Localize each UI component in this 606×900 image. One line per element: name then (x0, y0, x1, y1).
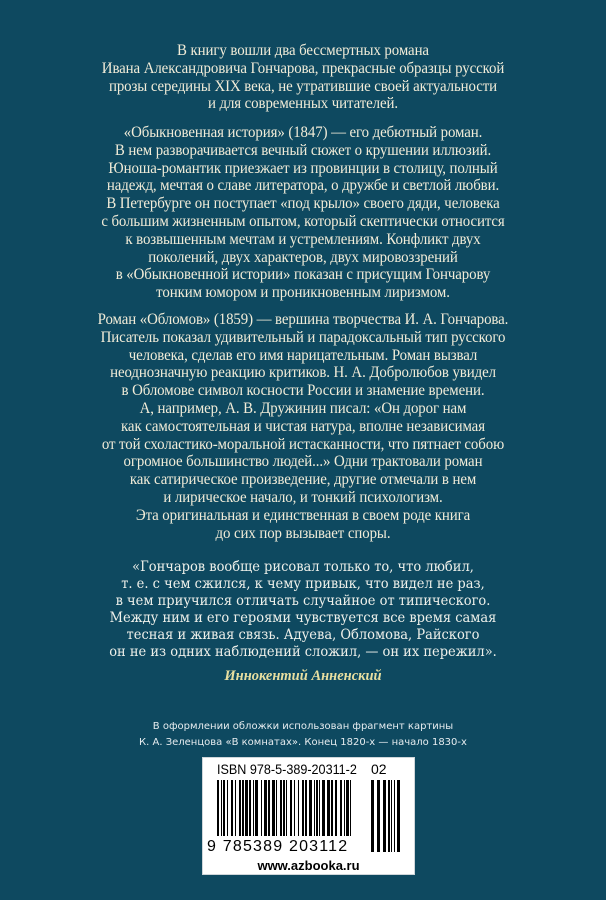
text-line: Юноша-романтик приезжает из провинции в столицу, полный (108, 159, 498, 177)
barcode-addon: 02 (371, 761, 387, 777)
barcode-bar (217, 780, 219, 836)
text-line: В оформлении обложки использован фрагмент картины (152, 721, 454, 732)
text-line: «Обыкновенная история» (1847) — его дебютный роман. (123, 124, 483, 141)
cover-credits (0, 719, 606, 751)
barcode-bar (276, 780, 277, 836)
barcode-bar (298, 780, 299, 836)
text-line: надежд, мечтая о славе литератора, о дружбе и светлой любви. (106, 177, 500, 195)
barcode-bar (294, 780, 295, 836)
barcode-bar (327, 780, 330, 836)
barcode-bar (302, 780, 304, 836)
barcode-bar (377, 780, 380, 852)
text-line: «Гончаров вообще рисовал только то, что любил, (132, 559, 474, 575)
critic-quote (21, 559, 585, 662)
barcode-bar (340, 780, 342, 836)
text-line: он не из одних наблюдений сложил, — он их пережил». (109, 644, 497, 661)
barcode-bar (223, 780, 225, 836)
text-line: К. А. Зеленцова «В комнатах». Конец 1820-х — начало 1830-х (139, 737, 467, 748)
barcode-bar (261, 780, 262, 836)
barcode-bar (371, 780, 374, 852)
text-line: Роман «Обломов» (1859) — вершина творчества И. А. Гончарова. (97, 311, 509, 328)
barcode-bar (397, 780, 400, 852)
barcode-bar (316, 780, 318, 836)
text-line: и для современных читателей. (207, 95, 399, 113)
barcode-bar (383, 780, 386, 852)
barcode-bar (264, 780, 267, 836)
barcode-bar (346, 780, 349, 836)
barcode-bar (235, 780, 236, 836)
barcode-bar (239, 780, 241, 836)
oblomov-paragraph (21, 311, 585, 542)
text-line: т. е. с чем сжился, к чему привык, что видел не раз, (121, 576, 485, 593)
text-line: В книгу вошли два бессмертных романа (177, 42, 429, 59)
barcode-bar (221, 780, 222, 836)
text-line: В Петербурге он поступает «под крыло» своего дяди, человека (106, 195, 500, 213)
barcode-bar (322, 780, 325, 836)
text-line: Писатель показал удивительный и парадоксальный тип русского (100, 328, 506, 346)
barcode-bar (253, 780, 254, 836)
barcode-bar (249, 780, 251, 836)
text-line: и лирическое начало, и тонкий психологизм. (163, 488, 443, 506)
barcode-bar (242, 780, 244, 836)
text-line: как сатирическое произведение, другие отмечали в нем (129, 471, 477, 489)
text-line: огромное большинство людей...» Одни трактовали роман (123, 453, 483, 471)
barcode-bar (305, 780, 307, 836)
quote-author: Иннокентий Анненский (224, 668, 382, 684)
text-line: в «Обыкновенной истории» показан с присущим Гончарову (115, 266, 491, 284)
barcode-bar (314, 780, 315, 836)
barcode-bar (245, 780, 248, 836)
barcode-bar (290, 780, 292, 836)
barcode-bar (286, 780, 287, 836)
publisher-url[interactable]: www.azbooka.ru (257, 858, 360, 873)
barcode-bar (331, 780, 333, 836)
barcode-bar (394, 780, 395, 852)
text-line: как самостоятельная и чистая натура, вполне независимая (121, 417, 485, 435)
barcode-bar (283, 780, 285, 836)
intro-paragraph (21, 42, 585, 113)
text-line: прозы середины XIX века, не утратившие своей актуальности (108, 77, 498, 95)
barcode-digits: 9 785389 203112 (207, 838, 349, 855)
barcode-bar (280, 780, 282, 836)
text-line: к возвышенным мечтам и устремлениям. Конфликт двух (125, 230, 481, 248)
isbn-barcode (202, 757, 415, 875)
barcode-bar (272, 780, 275, 836)
text-line: Ивана Александровича Гончарова, прекрасные образцы русской (101, 59, 505, 77)
barcode-bar (391, 780, 392, 852)
text-line: А, например, А. В. Дружинин писал: «Он дорог нам (139, 399, 467, 417)
text-line: тесная и живая связь. Адуева, Обломова, Райского (126, 627, 480, 644)
text-line: неоднозначную реакцию критиков. Н. А. Добролюбов увидел (110, 364, 496, 382)
barcode-bar (255, 780, 258, 836)
barcode-bar (227, 780, 228, 836)
text-line: Эта оригинальная и единственная в своем роде книга (135, 506, 471, 524)
text-line: в Обломове символ косности России и знамение времени. (121, 382, 485, 400)
text-line: до сих пор вызывает споры. (215, 524, 391, 542)
barcode-bar (309, 780, 312, 836)
barcode-bar (335, 780, 337, 836)
barcode-bar (231, 780, 233, 836)
text-line: человека, сделав его имя нарицательным. Роман вызвал (128, 346, 478, 364)
ordinary-story-paragraph (21, 124, 585, 302)
text-line: в чем приучился отличать случайное от типического. (115, 593, 491, 610)
barcode-bar (319, 780, 320, 836)
text-line: поколений, двух характеров, двух мировоззрений (148, 248, 458, 266)
barcode-bar (344, 780, 345, 836)
barcode-bar (350, 780, 351, 836)
barcode-bar (268, 780, 270, 836)
barcode-bar (388, 780, 390, 852)
text-line: тонким юмором и проникновенным лиризмом. (156, 284, 450, 302)
text-line: от той схоластико-моральной истасканности, что пятнает собою (101, 435, 505, 453)
text-line: с большим жизненным опытом, который скептически относится (101, 212, 505, 230)
text-line: В нем разворачивается вечный сюжет о крушении иллюзий. (114, 141, 492, 159)
isbn-number: ISBN 978-5-389-20311-2 (217, 761, 357, 777)
text-line: Между ним и его героями чувствуется все время самая (109, 610, 497, 627)
